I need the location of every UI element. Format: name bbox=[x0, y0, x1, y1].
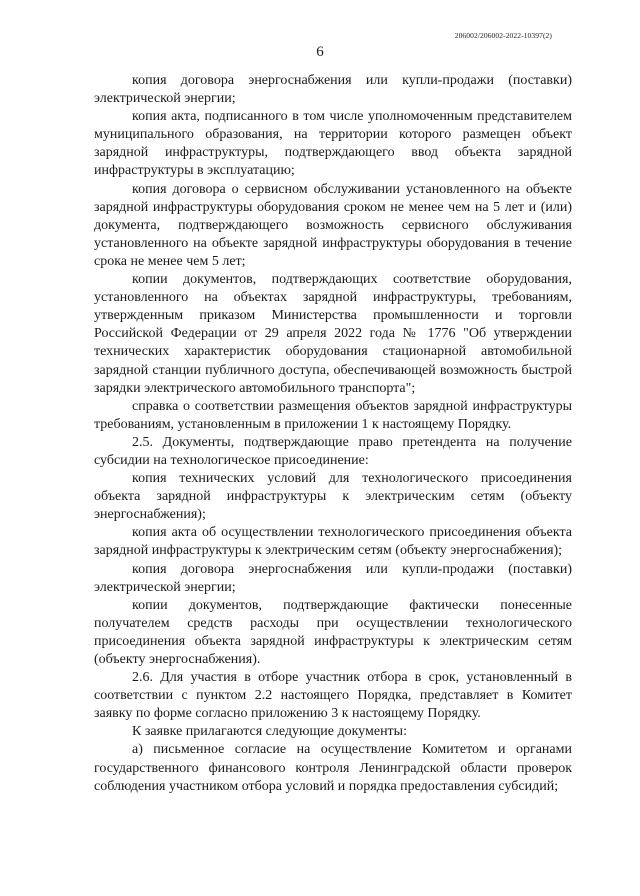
paragraph: справка о соответствии размещения объектов зарядной инфраструктуры требованиям, установленным в приложении 1 к настоящему Порядку. bbox=[94, 398, 572, 432]
paragraph: копия акта, подписанного в том числе уполномоченным представителем муниципального образования, на территории которого размещен объект зарядной инфраструктуры, подтверждающего ввод объекта зарядной инфраструктуры в эксплуатацию; bbox=[94, 109, 572, 179]
paragraph: копия договора о сервисном обслуживании установленного на объекте зарядной инфраструктуры оборудования сроком не менее чем на 5 лет и (или) документа, подтверждающего возможность сервисного обслуживания установленного на объекте зарядной инфраструктуры оборудования в течение срока не менее чем 5 лет; bbox=[94, 181, 572, 269]
paragraph: а) письменное согласие на осуществление Комитетом и органами государственного финансового контроля Ленинградской области проверок соблюдения участником отбора условий и порядка предоставления субсидий; bbox=[94, 742, 572, 794]
paragraph: копия акта об осуществлении технологического присоединения объекта зарядной инфраструктуры к электрическим сетям (объекту энергоснабжения); bbox=[94, 525, 572, 559]
document-id: 206002/206002-2022-10397(2) bbox=[454, 31, 552, 40]
page-number: 6 bbox=[316, 44, 324, 60]
paragraph: копия договора энергоснабжения или купли-продажи (поставки) электрической энергии; bbox=[94, 561, 572, 595]
paragraph: копии документов, подтверждающие фактически понесенные получателем средств расходы при осуществлении технологического присоединения объекта зарядной инфраструктуры к электрическим сетям (объекту энергоснабжения). bbox=[94, 597, 572, 667]
paragraph: копия технических условий для технологического присоединения объекта зарядной инфраструктуры к электрическим сетям (объекту энергоснабжения); bbox=[94, 471, 572, 523]
document-body bbox=[94, 72, 572, 796]
section-paragraph-2-6: 2.6. Для участия в отборе участник отбора в срок, установленный в соответствии с пунктом 2.2 настоящего Порядка, представляет в Комитет заявку по форме согласно приложению 3 к настоящему Порядку. bbox=[94, 670, 572, 722]
paragraph: К заявке прилагаются следующие документы: bbox=[132, 724, 407, 740]
paragraph: копии документов, подтверждающих соответствие оборудования, установленного на объектах зарядной инфраструктуры, требованиям, утвержденным приказом Министерства промышленности и торговли Российской Федерации от 29 апреля 2022 года № 1776 "Об утверждении технических характеристик оборудования стационарной автомобильной зарядной станции публичного доступа, обеспечивающей возможность быстрой зарядки электрического автомобильного транспорта"; bbox=[94, 272, 572, 396]
paragraph: копия договора энергоснабжения или купли-продажи (поставки) электрической энергии; bbox=[94, 73, 572, 107]
section-paragraph-2-5: 2.5. Документы, подтверждающие право претендента на получение субсидии на технологическое присоединение: bbox=[94, 434, 572, 468]
